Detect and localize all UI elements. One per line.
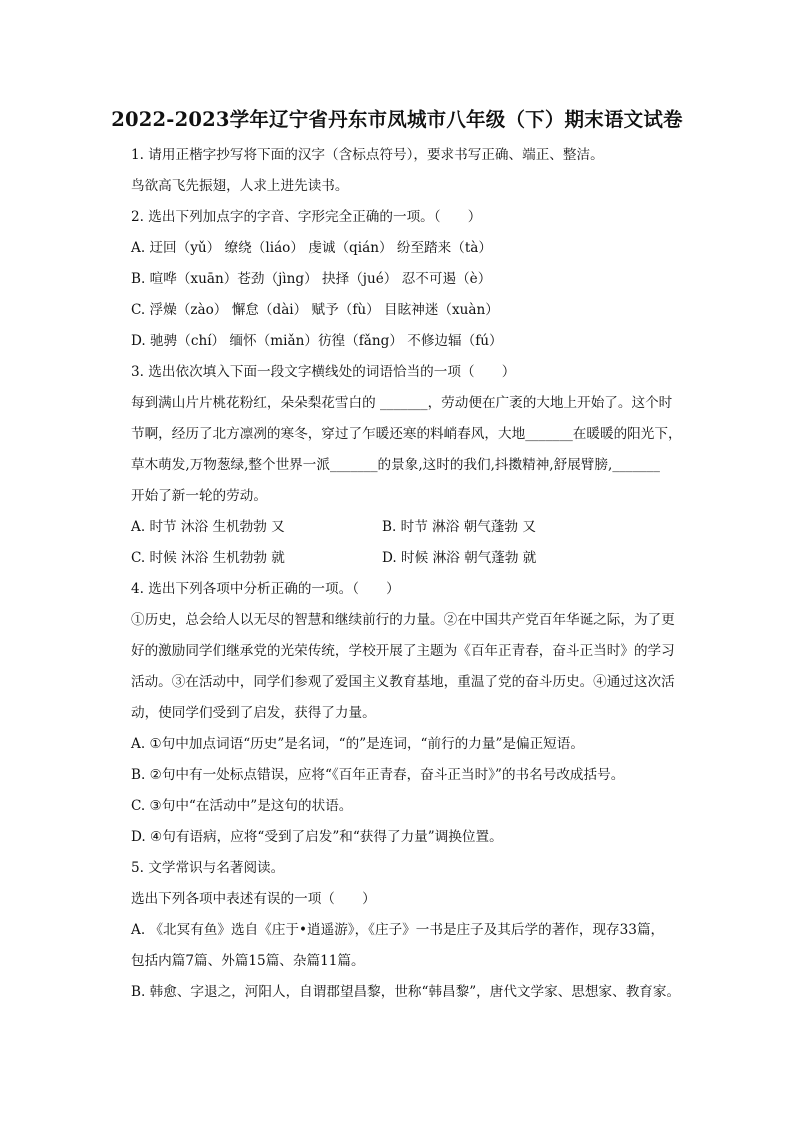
q2-option-c: C. 浮燥（zào） 懈怠（dài） 赋予（fù） 目眩神迷（xuàn） [131,302,499,318]
q4-passage-line-3: 活动。③在活动中，同学们参观了爱国主义教育基地，重温了党的奋斗历史。④通过这次活 [131,674,675,690]
q3-passage-line-4: 开始了新一轮的劳动。 [131,488,267,504]
q4-option-b: B. ②句中有一处标点错误，应将“《百年正青春，奋斗正当时》”的书名号改成括号。 [131,767,625,783]
q4-passage-line-4: 动，使同学们受到了启发，获得了力量。 [131,705,376,721]
q1-prompt: 1. 请用正楷字抄写将下面的汉字（含标点符号），要求书写正确、端正、整洁。 [131,147,604,163]
q2-option-b: B. 喧哗（xuān）苍劲（jìng） 抉择（jué） 忍不可遏（è） [131,271,492,287]
q3-prompt: 3. 选出依次填入下面一段文字横线处的词语恰当的一项（ ） [131,364,516,380]
q5-option-b: B. 韩愈、字退之，河阳人，自谓郡望昌黎，世称“韩昌黎”，唐代文学家、思想家、教育家。 [131,984,681,1000]
q3-option-d: D. 时候 淋浴 朝气蓬勃 就 [382,550,537,566]
q3-option-c: C. 时候 沐浴 生机勃勃 就 [131,550,285,566]
q4-prompt: 4. 选出下列各项中分析正确的一项。（ ） [131,581,400,597]
q3-passage-line-2: 节啊，经历了北方凛冽的寒冬，穿过了乍暖还寒的料峭春风，大地_______在暖暖的阳光下， [131,426,682,442]
q5-option-a-line-1: A. 《北冥有鱼》选自《庄于•逍遥游》，《庄子》一书是庄子及其后学的著作，现存33篇， [131,922,665,938]
q4-option-d: D. ④句有语病，应将“受到了启发”和“获得了力量”调换位置。 [131,829,503,845]
q3-option-a: A. 时节 沐浴 生机勃勃 又 [131,519,285,535]
q4-passage-line-2: 好的激励同学们继承党的光荣传统，学校开展了主题为《百年正青春，奋斗正当时》的学习 [131,643,675,659]
q5-subprompt: 选出下列各项中表述有误的一项（ ） [131,891,376,907]
q3-passage-line-3: 草木萌发,万物葱绿,整个世界一派_______的景象,这时的我们,抖擞精神,舒展臂膀,_______ [131,457,660,473]
q5-option-a-line-2: 包括内篇7篇、外篇15篇、杂篇11篇。 [131,953,365,969]
q4-option-c: C. ③句中“在活动中”是这句的状语。 [131,798,353,814]
q2-option-a: A. 迂回（yǔ） 缭绕（liáo） 虔诚（qián） 纷至踏来（tà） [131,240,493,256]
q4-option-a: A. ①句中加点词语“历史”是名词，“的”是连词，“前行的力量”是偏正短语。 [131,736,584,752]
exam-title: 2022-2023学年辽宁省丹东市凤城市八年级（下）期末语文试卷 [111,108,683,131]
q3-passage-line-1: 每到满山片片桃花粉红，朵朵梨花雪白的 _______，劳动便在广袤的大地上开始了。这个时 [131,395,673,411]
q5-prompt: 5. 文学常识与名著阅读。 [131,860,285,876]
q2-prompt: 2. 选出下列加点字的字音、字形完全正确的一项。（ ） [131,209,482,225]
q3-option-b: B. 时节 淋浴 朝气蓬勃 又 [382,519,536,535]
q2-option-d: D. 驰骋（chí） 缅怀（miǎn）彷徨（fǎng） 不修边辐（fú） [131,333,503,349]
q4-passage-line-1: ①历史，总会给人以无尽的智慧和继续前行的力量。②在中国共产党百年华诞之际，为了更 [131,612,675,628]
q1-text: 鸟欲高飞先振翅，人求上进先读书。 [131,178,349,194]
